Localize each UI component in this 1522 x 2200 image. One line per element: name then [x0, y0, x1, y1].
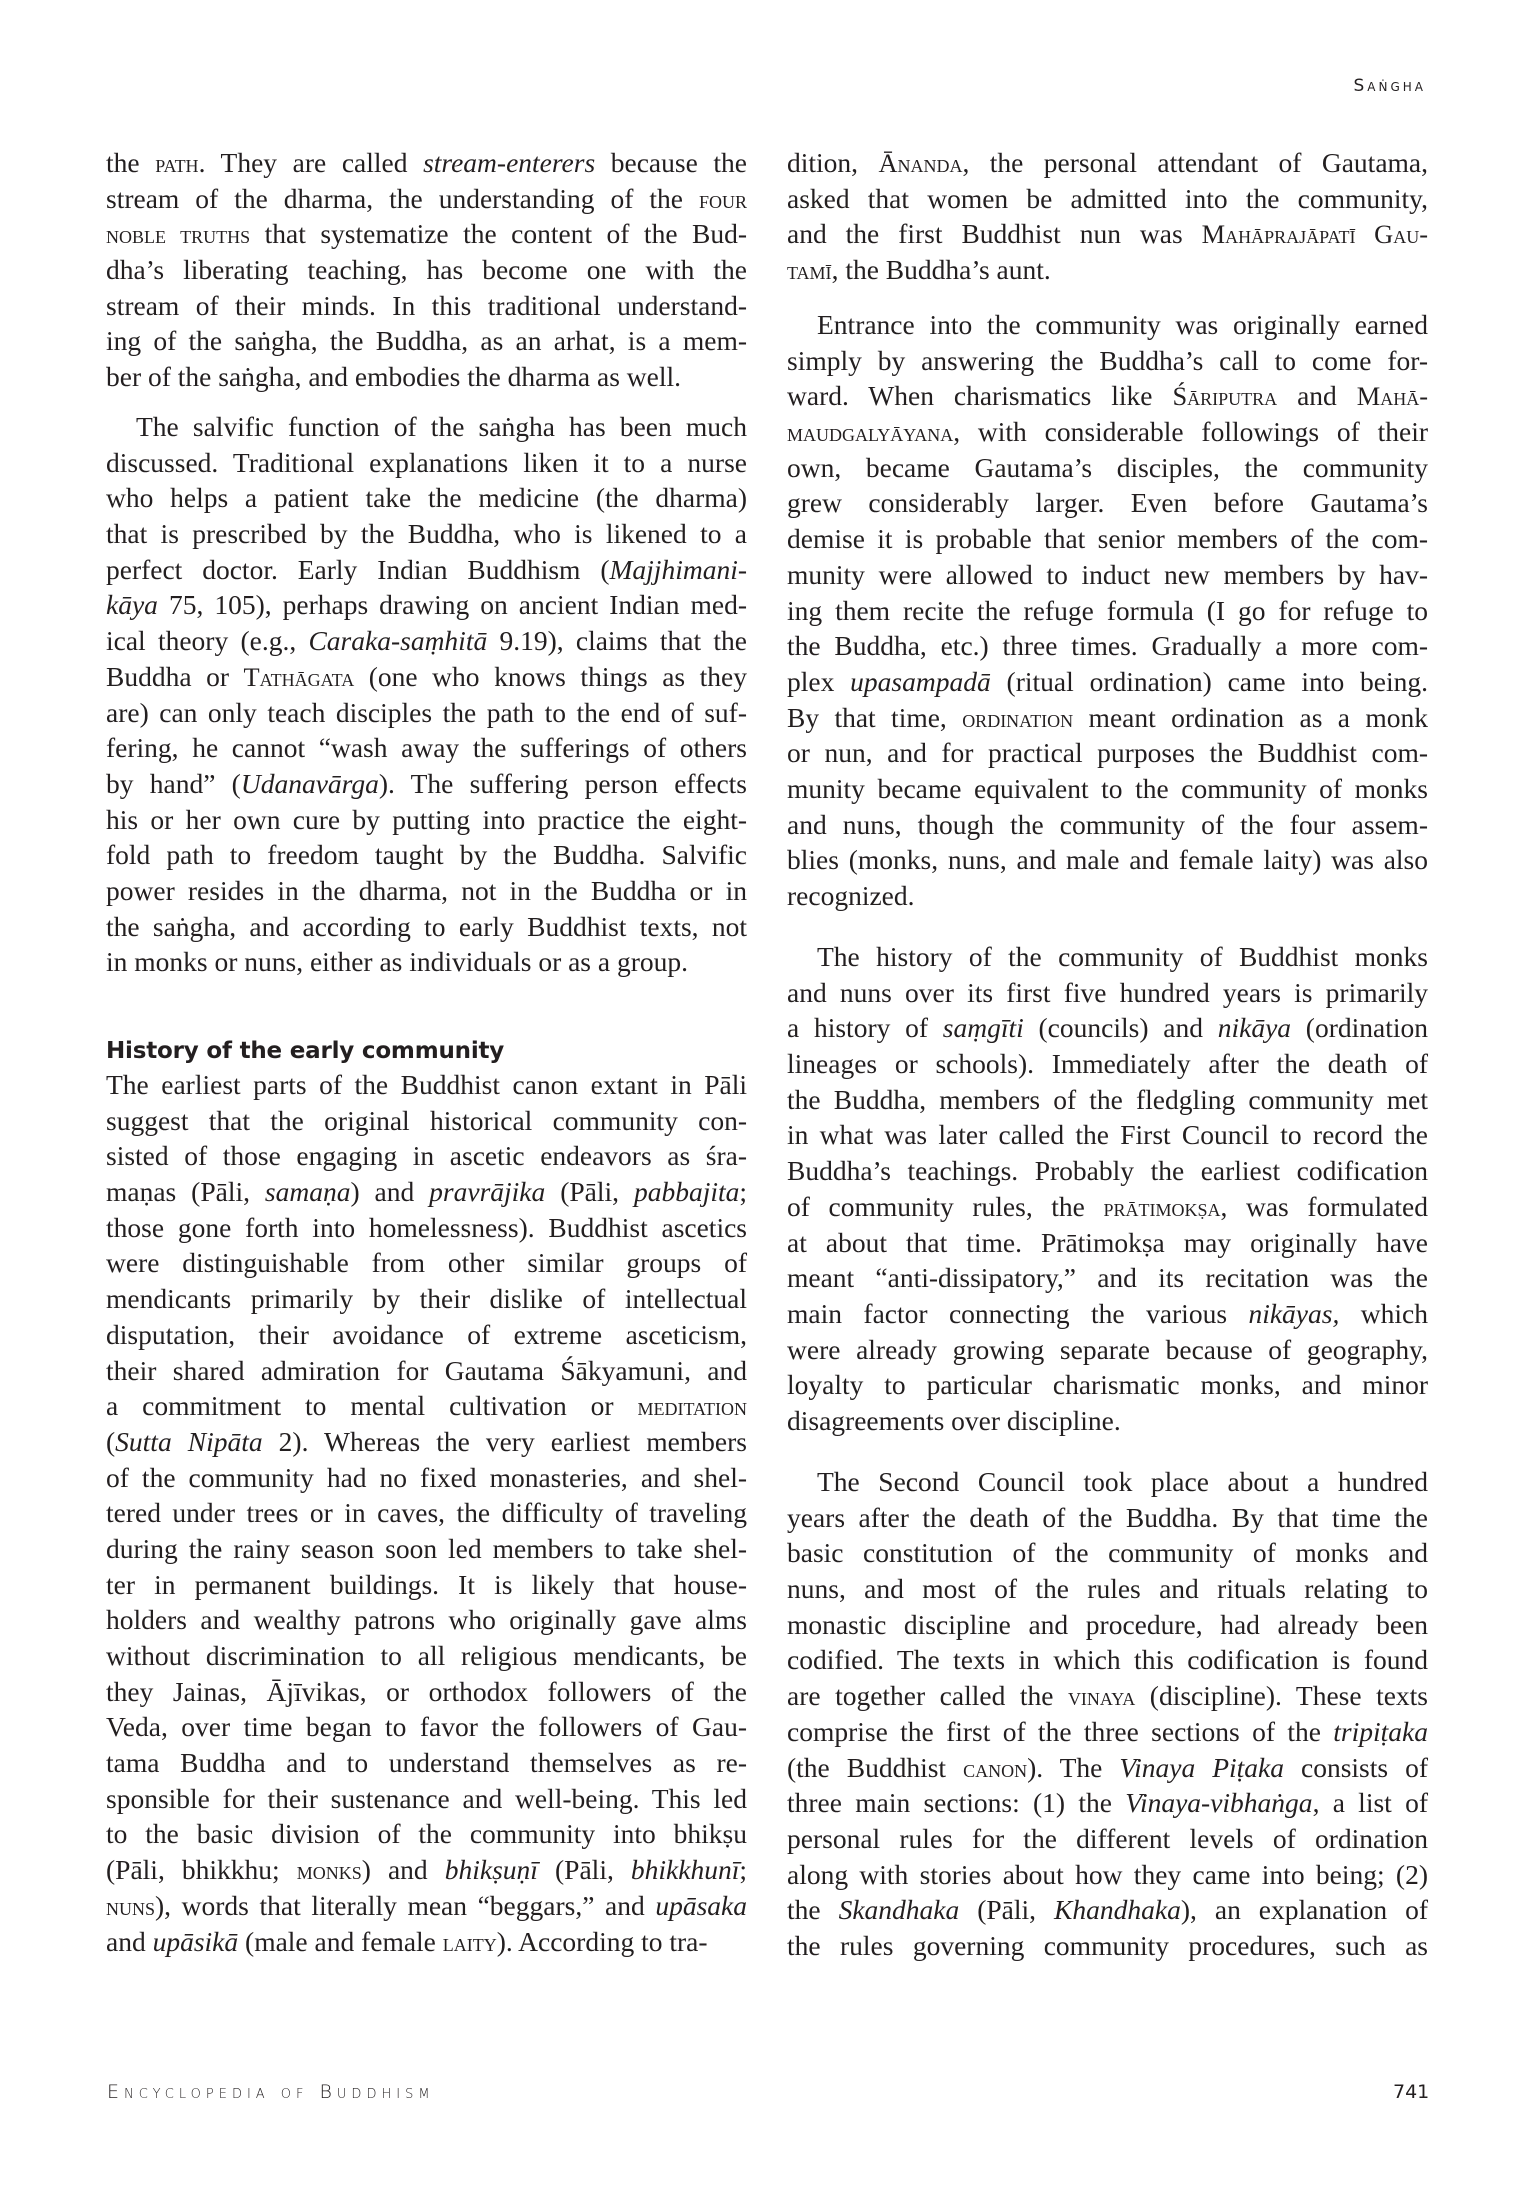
text-run: ). The suffering person effects — [378, 767, 747, 799]
text-line — [106, 1353, 747, 1389]
text-line — [106, 216, 747, 252]
text-run: his or her own cure by putting into practice the eight- — [106, 803, 747, 835]
text-run: Buddha or — [106, 660, 244, 692]
text-run: by hand” ( — [106, 767, 241, 799]
text-line — [787, 1153, 1428, 1189]
text-run: tered under trees or in caves, the difficulty of traveling — [106, 1497, 747, 1529]
text-line — [106, 1281, 747, 1317]
text-run: main factor connecting the various — [787, 1297, 1249, 1329]
text-run: (councils) and — [1023, 1012, 1218, 1044]
text-line — [787, 1010, 1428, 1046]
text-line — [106, 323, 747, 359]
text-run: stream of their minds. In this traditional understand- — [106, 289, 747, 321]
text-run: ), an explanation of — [1180, 1894, 1428, 1926]
paragraph-second-council — [787, 1464, 1428, 1964]
cross-reference: canon — [963, 1752, 1028, 1783]
text-line — [787, 664, 1428, 700]
text-run: that systematize the content of the Bud- — [250, 218, 747, 250]
text-run: meant ordination as a monk — [1073, 701, 1428, 733]
text-line — [787, 521, 1428, 557]
text-run: asked that women be admitted into the community, — [787, 182, 1428, 214]
cross-reference: vinaya — [1067, 1681, 1136, 1712]
text-line — [787, 628, 1428, 664]
text-line — [106, 909, 747, 945]
text-run: , a list of — [1312, 1787, 1428, 1819]
text-run: (Pāli, bhikkhu; — [106, 1854, 297, 1886]
text-line — [787, 1464, 1428, 1500]
text-line — [787, 1857, 1428, 1893]
text-line — [106, 552, 747, 588]
text-line — [787, 807, 1428, 843]
text-line — [106, 288, 747, 324]
text-run: to the basic division of the community into bhikṣu — [106, 1818, 747, 1850]
text-line — [787, 939, 1428, 975]
text-line — [106, 873, 747, 909]
text-run: grew considerably larger. Even before Gautama’s — [787, 487, 1428, 519]
text-line — [106, 802, 747, 838]
text-run: fering, he cannot “wash away the sufferings of others — [106, 732, 747, 764]
text-line — [106, 1460, 747, 1496]
text-line — [787, 1678, 1428, 1714]
text-run: By that time, — [787, 701, 963, 733]
text-line — [787, 1189, 1428, 1225]
text-line — [787, 1535, 1428, 1571]
italic-term: Caraka-saṃhitā — [308, 625, 488, 657]
text-line — [106, 1424, 747, 1460]
text-run: were distinguishable from other similar groups of — [106, 1247, 747, 1279]
italic-term: Khandhaka — [1054, 1894, 1181, 1926]
text-line — [106, 1531, 747, 1567]
paragraph-ananda — [787, 145, 1428, 288]
text-run: ward. When charismatics like — [787, 380, 1173, 412]
italic-term: Vinaya Piṭaka — [1119, 1751, 1285, 1783]
text-run: in monks or nuns, either as individuals or as a group. — [106, 946, 688, 978]
text-run: (Pāli, — [537, 1854, 631, 1886]
text-line — [106, 516, 747, 552]
text-line — [106, 1495, 747, 1531]
text-run: ical theory (e.g., — [106, 625, 309, 657]
text-run: ter in permanent buildings. It is likely that house- — [106, 1568, 747, 1600]
italic-term: upasampadā — [850, 665, 991, 697]
text-run: the — [787, 1894, 839, 1926]
text-line — [787, 878, 1428, 914]
cross-reference: nuns — [106, 1890, 156, 1921]
cross-reference: tamī — [787, 255, 832, 286]
text-line — [787, 1928, 1428, 1964]
text-line — [787, 735, 1428, 771]
text-line — [787, 216, 1428, 252]
text-run: nuns, and most of the rules and rituals relating to — [787, 1573, 1428, 1605]
text-line — [787, 450, 1428, 486]
text-run: of the community had no fixed monasteries, and shel- — [106, 1461, 747, 1493]
text-run: were already growing separate because of geography, — [787, 1333, 1428, 1365]
paragraph-history-of-community — [787, 939, 1428, 1439]
text-line — [787, 771, 1428, 807]
text-line — [787, 1296, 1428, 1332]
text-run: and — [1277, 380, 1357, 412]
text-run: (ritual ordination) came into being. — [990, 665, 1428, 697]
text-line — [106, 1602, 747, 1638]
italic-term: kāya — [106, 589, 158, 621]
text-line — [106, 1709, 747, 1745]
text-run: along with stories about how they came into being; (2) — [787, 1858, 1428, 1890]
text-run: ; — [739, 1854, 747, 1886]
text-line — [106, 480, 747, 516]
text-line — [787, 307, 1428, 343]
text-run: 75, 105), perhaps drawing on ancient Indian med- — [157, 589, 747, 621]
text-run: at about that time. Prātimokṣa may originally have — [787, 1226, 1428, 1258]
running-head: Saṅgha — [1353, 76, 1426, 96]
paragraph-stream-enterers — [106, 145, 747, 395]
text-line — [106, 1067, 747, 1103]
text-run: 9.19), claims that the — [487, 625, 747, 657]
text-run: , with considerable followings of their — [953, 416, 1428, 448]
cross-reference: noble truths — [106, 219, 251, 250]
text-run: dition, — [787, 147, 879, 178]
text-run: fold path to freedom taught by the Buddha. Salvific — [106, 839, 747, 871]
italic-term: Udanavārga — [240, 767, 379, 799]
italic-term: bhikṣuṇī — [444, 1854, 538, 1886]
text-run: lineages or schools). Immediately after the death of — [787, 1048, 1428, 1080]
page-number: 741 — [1393, 2081, 1430, 2103]
italic-term: samaṇa — [264, 1176, 351, 1208]
text-run: loyalty to particular charismatic monks, and minor — [787, 1369, 1428, 1401]
text-run: that is prescribed by the Buddha, who is likened to a — [106, 518, 747, 550]
text-run: blies (monks, nuns, and male and female laity) was also — [787, 844, 1428, 876]
text-line — [106, 1174, 747, 1210]
text-line — [787, 1332, 1428, 1368]
paragraph-salvific-function — [106, 409, 747, 980]
text-run: those gone forth into homelessness). Buddhist ascetics — [106, 1211, 747, 1243]
text-run: power resides in the dharma, not in the Buddha or in — [106, 874, 747, 906]
text-line — [787, 1892, 1428, 1928]
text-line — [106, 1781, 747, 1817]
text-run: and nuns over its first five hundred years is primarily — [787, 976, 1428, 1008]
cross-reference: Mahāprajāpatī Gau- — [1201, 219, 1428, 250]
text-run: ). The — [1027, 1751, 1120, 1783]
text-line — [106, 1888, 747, 1924]
cross-reference: Ānanda — [878, 148, 963, 178]
text-line — [106, 1816, 747, 1852]
text-run: ). According to tra- — [496, 1925, 708, 1957]
text-run: suggest that the original historical community con- — [106, 1104, 747, 1136]
text-run: perfect doctor. Early Indian Buddhism ( — [106, 553, 610, 585]
text-run: without discrimination to all religious mendicants, be — [106, 1640, 747, 1671]
cross-reference: monks — [296, 1855, 362, 1886]
text-line — [787, 145, 1428, 181]
italic-term: stream-enterers — [423, 147, 596, 178]
text-line — [106, 1138, 747, 1174]
cross-reference: four — [698, 183, 747, 214]
text-line — [106, 409, 747, 445]
text-run: years after the death of the Buddha. By that time the — [787, 1501, 1428, 1533]
text-run: Buddha’s teachings. Probably the earliest codification — [787, 1155, 1428, 1187]
italic-term: tripiṭaka — [1333, 1715, 1428, 1747]
text-line — [787, 1571, 1428, 1607]
text-line — [787, 557, 1428, 593]
text-line — [787, 252, 1428, 288]
text-line — [106, 359, 747, 395]
text-run: meant “anti-dissipatory,” and its recitation was the — [787, 1262, 1428, 1294]
text-run: (the Buddhist — [787, 1751, 964, 1783]
text-line — [787, 1607, 1428, 1643]
text-run: The Second Council took place about a hundred — [817, 1466, 1428, 1497]
cross-reference: Tathāgata — [243, 661, 355, 692]
text-run: , the Buddha’s aunt. — [831, 254, 1051, 286]
section-heading: History of the early community — [106, 1038, 505, 1064]
text-run: because the — [595, 147, 747, 178]
text-run: of community rules, the — [787, 1190, 1104, 1222]
text-run: ing of the saṅgha, the Buddha, as an arhat, is a mem- — [106, 325, 747, 357]
text-line — [787, 700, 1428, 736]
text-run: in what was later called the First Council to record the — [787, 1119, 1428, 1151]
text-line — [106, 445, 747, 481]
text-run: stream of the dharma, the understanding of the — [106, 182, 699, 214]
text-run: a commitment to mental cultivation or — [106, 1390, 638, 1422]
text-line — [106, 252, 747, 288]
text-line — [106, 1567, 747, 1603]
text-line — [787, 1225, 1428, 1261]
text-line — [106, 145, 747, 181]
text-run: sponsible for their sustenance and well-being. This led — [106, 1782, 747, 1814]
text-line — [106, 1388, 747, 1424]
text-run: own, became Gautama’s disciples, the community — [787, 451, 1428, 483]
text-run: . They are called — [198, 147, 424, 178]
text-run: sisted of those engaging in ascetic endeavors as śra- — [106, 1140, 747, 1172]
text-run: are together called the — [787, 1680, 1068, 1712]
cross-reference: ordination — [962, 702, 1074, 733]
italic-term: upāsikā — [152, 1925, 239, 1957]
text-run: The salvific function of the saṅgha has been much — [136, 411, 747, 442]
text-run: 2). Whereas the very earliest members — [262, 1425, 747, 1457]
text-line — [106, 695, 747, 731]
text-line — [106, 1852, 747, 1888]
cross-reference: meditation — [637, 1391, 747, 1422]
text-run: discussed. Traditional explanations liken it to a nurse — [106, 446, 747, 478]
text-run: Veda, over time began to favor the followers of Gau- — [106, 1711, 747, 1743]
text-line — [787, 842, 1428, 878]
text-line — [106, 623, 747, 659]
text-line — [106, 730, 747, 766]
text-line — [787, 1260, 1428, 1296]
text-line — [787, 593, 1428, 629]
text-run: comprise the first of the three sections of the — [787, 1715, 1334, 1747]
text-run: ) and — [350, 1176, 430, 1208]
text-line — [787, 1642, 1428, 1678]
footer-publication-title: Encyclopedia of Buddhism — [107, 2081, 435, 2103]
text-run: munity became equivalent to the community of monks — [787, 772, 1428, 804]
text-run: the saṅgha, and according to early Buddhist texts, not — [106, 910, 747, 942]
italic-term: upāsaka — [655, 1889, 747, 1921]
text-run: demise it is probable that senior members of the com- — [787, 523, 1428, 555]
text-run: and nuns, though the community of the four assem- — [787, 808, 1428, 840]
paragraph-early-community — [106, 1067, 747, 1959]
italic-term: nikāyas, — [1248, 1297, 1340, 1329]
italic-term: pravrājika — [429, 1176, 546, 1208]
text-line — [106, 659, 747, 695]
italic-term: Vinaya-vibhaṅga — [1125, 1787, 1313, 1819]
text-line — [787, 1750, 1428, 1786]
text-run: simply by answering the Buddha’s call to come for- — [787, 344, 1428, 376]
italic-term: saṃgīti — [942, 1012, 1024, 1044]
text-run: disputation, their avoidance of extreme asceticism, — [106, 1318, 747, 1350]
text-run: a history of — [787, 1012, 943, 1044]
text-line — [787, 1821, 1428, 1857]
text-line — [106, 1745, 747, 1781]
text-run: recognized. — [787, 880, 915, 911]
text-run: (one who knows things as they — [354, 660, 747, 692]
text-run: munity were allowed to induct new members by hav- — [787, 558, 1428, 590]
text-line — [106, 766, 747, 802]
text-line — [787, 975, 1428, 1011]
cross-reference: Mahā- — [1356, 381, 1428, 412]
text-run: they Jainas, Ājīvikas, or orthodox followers of the — [106, 1675, 747, 1707]
text-run: mendicants primarily by their dislike of intellectual — [106, 1283, 747, 1315]
text-run: or nun, and for practical purposes the Buddhist com- — [787, 737, 1428, 769]
text-run: personal rules for the different levels of ordination — [787, 1822, 1428, 1854]
italic-term: Skandhaka — [838, 1894, 960, 1926]
text-line — [106, 1210, 747, 1246]
text-run: and — [106, 1925, 153, 1957]
text-run: three main sections: (1) the — [787, 1787, 1126, 1819]
cross-reference: maudgalyāyana — [787, 417, 954, 448]
text-run: (Pāli, — [545, 1176, 634, 1208]
text-line — [106, 181, 747, 217]
text-run: which — [1339, 1297, 1428, 1329]
text-line — [787, 181, 1428, 217]
text-run: consists of — [1284, 1751, 1429, 1783]
text-line — [106, 1245, 747, 1281]
cross-reference: prātimokṣa — [1103, 1191, 1221, 1222]
cross-reference: laity — [442, 1926, 497, 1957]
cross-reference: path — [155, 148, 199, 178]
text-line — [787, 343, 1428, 379]
text-run: who helps a patient take the medicine (the dharma) — [106, 482, 747, 514]
text-run: tama Buddha and to understand themselves as re- — [106, 1747, 747, 1779]
text-run: codified. The texts in which this codification is found — [787, 1644, 1428, 1676]
text-line — [106, 837, 747, 873]
text-line — [106, 1638, 747, 1674]
text-run: plex — [787, 665, 851, 697]
text-run: the Buddha, members of the fledgling community met — [787, 1083, 1428, 1115]
text-run: , was formulated — [1220, 1190, 1428, 1222]
italic-term: nikāya — [1217, 1012, 1292, 1044]
text-line — [106, 587, 747, 623]
italic-term: Majjhimani- — [609, 553, 747, 585]
text-run: monastic discipline and procedure, had already been — [787, 1608, 1428, 1640]
text-line — [787, 1714, 1428, 1750]
text-line — [787, 485, 1428, 521]
text-run: (Pāli, — [959, 1894, 1055, 1926]
text-run: and the first Buddhist nun was — [787, 218, 1202, 250]
text-line — [106, 944, 747, 980]
text-run: the rules governing community procedures, such as — [787, 1929, 1428, 1961]
italic-term: bhikkhunī — [630, 1854, 740, 1886]
text-line — [787, 414, 1428, 450]
text-run: their shared admiration for Gautama Śākyamuni, and — [106, 1354, 747, 1386]
text-run: ), words that literally mean “beggars,” and — [155, 1889, 656, 1921]
text-line — [787, 1500, 1428, 1536]
text-line — [787, 1046, 1428, 1082]
cross-reference: Śāriputra — [1172, 381, 1278, 412]
text-line — [106, 1674, 747, 1710]
text-run: the — [106, 147, 156, 178]
text-run: , the personal attendant of Gautama, — [962, 147, 1428, 178]
text-line — [787, 1403, 1428, 1439]
text-run: during the rainy season soon led members to take shel- — [106, 1532, 747, 1564]
text-run: ing them recite the refuge formula (I go for refuge to — [787, 594, 1428, 626]
text-run: maṇas (Pāli, — [106, 1176, 265, 1208]
text-run: (discipline). These texts — [1135, 1680, 1429, 1712]
text-run: (ordination — [1291, 1012, 1428, 1044]
text-line — [106, 1317, 747, 1353]
text-run: are) can only teach disciples the path to the end of suf- — [106, 696, 747, 728]
text-run: ( — [106, 1425, 116, 1457]
italic-term: Sutta Nipāta — [115, 1425, 263, 1457]
text-run: holders and wealthy patrons who originally gave alms — [106, 1604, 747, 1636]
text-run: (male and female — [238, 1925, 443, 1957]
paragraph-entrance — [787, 307, 1428, 914]
text-line — [787, 1117, 1428, 1153]
text-run: disagreements over discipline. — [787, 1404, 1121, 1436]
italic-term: pabbajita — [633, 1176, 740, 1208]
text-run: ber of the saṅgha, and embodies the dharma as well. — [106, 361, 682, 393]
text-run: The earliest parts of the Buddhist canon extant in Pāli — [106, 1069, 747, 1100]
text-line — [787, 1785, 1428, 1821]
text-line — [787, 378, 1428, 414]
text-run: the Buddha, etc.) three times. Gradually a more com- — [787, 630, 1428, 662]
text-line — [106, 1103, 747, 1139]
text-run: ) and — [361, 1854, 445, 1886]
text-run: dha’s liberating teaching, has become one with the — [106, 254, 747, 286]
text-line — [787, 1082, 1428, 1118]
text-run: The history of the community of Buddhist monks — [817, 941, 1428, 972]
text-run: Entrance into the community was originally earned — [817, 309, 1428, 340]
text-run: basic constitution of the community of monks and — [787, 1537, 1428, 1569]
text-line — [106, 1924, 747, 1960]
text-run: ; — [739, 1176, 747, 1208]
text-line — [787, 1367, 1428, 1403]
